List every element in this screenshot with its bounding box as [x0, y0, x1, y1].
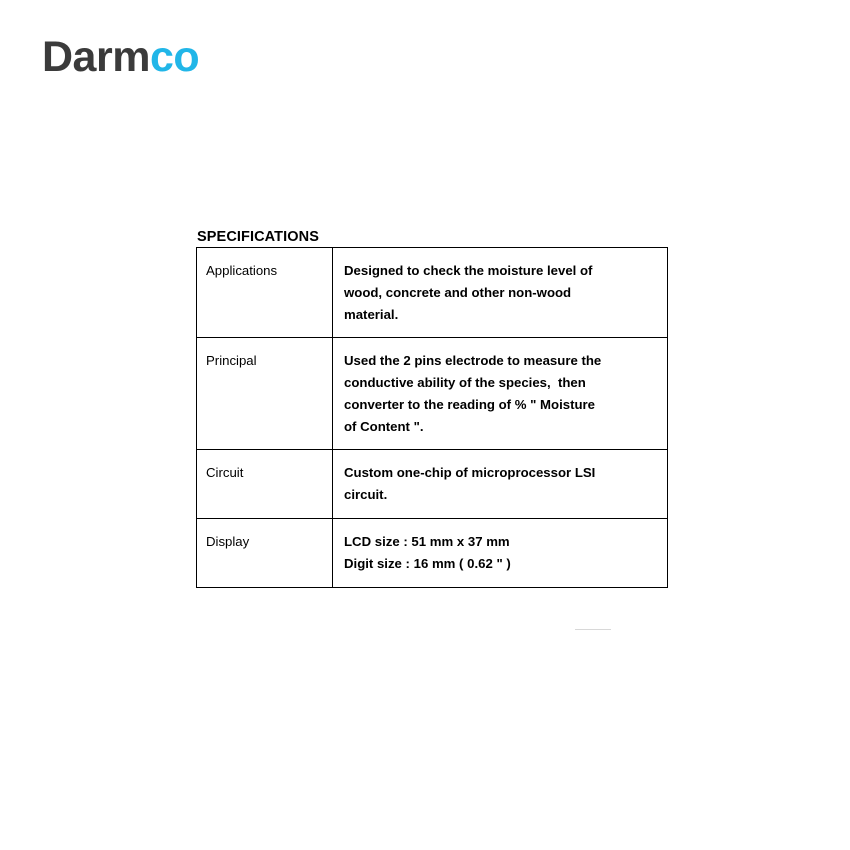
spec-value-line: of Content ". — [344, 418, 424, 434]
specifications-heading: SPECIFICATIONS — [197, 229, 319, 245]
table-row — [197, 338, 668, 450]
table-row — [197, 450, 668, 519]
spec-label-principal: Principal — [197, 338, 333, 450]
spec-value-line: conductive ability of the species, then — [344, 375, 586, 391]
brand-logo-primary-text: Darm — [42, 33, 150, 81]
specifications-table — [196, 247, 668, 588]
spec-label-circuit: Circuit — [197, 450, 333, 519]
brand-logo-accent-text: co — [149, 33, 200, 81]
spec-value-line: wood, concrete and other non-wood — [344, 284, 572, 300]
spec-value-display — [333, 519, 668, 588]
spec-label-applications: Applications — [197, 248, 333, 338]
table-row — [197, 519, 668, 588]
spec-value-line: circuit. — [344, 487, 388, 503]
table-row — [197, 248, 668, 338]
spec-value-line: Designed to check the moisture level of — [344, 263, 593, 278]
scan-artifact-line — [575, 629, 611, 630]
spec-value-line: Custom one-chip of microprocessor LSI — [344, 465, 596, 481]
spec-value-line: material. — [344, 306, 399, 322]
spec-value-line: Digit size : 16 mm ( 0.62 " ) — [344, 555, 511, 571]
spec-value-line: converter to the reading of % " Moisture — [344, 396, 595, 412]
spec-value-line: Used the 2 pins electrode to measure the — [344, 353, 602, 369]
spec-value-line: LCD size : 51 mm x 37 mm — [344, 534, 510, 550]
brand-logo — [42, 33, 200, 81]
spec-value-principal — [333, 338, 668, 450]
spec-value-applications — [333, 248, 668, 338]
spec-value-circuit — [333, 450, 668, 519]
spec-label-display: Display — [197, 519, 333, 588]
